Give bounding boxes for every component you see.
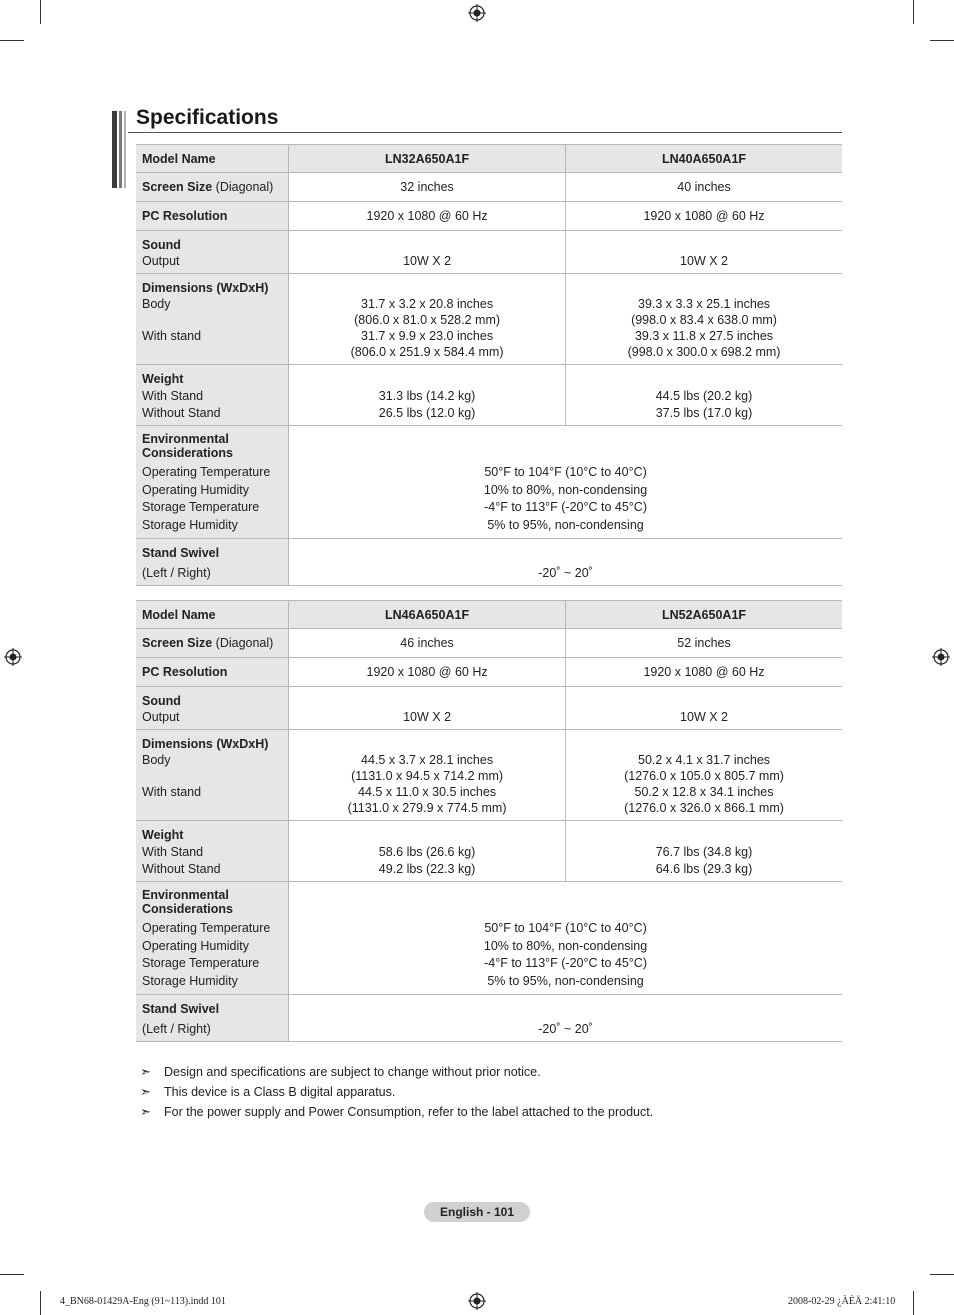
row-label: Screen Size (Diagonal) (136, 629, 289, 658)
table-row (136, 173, 842, 202)
table-row (136, 995, 842, 1042)
table-row (136, 231, 842, 274)
title-divider (128, 132, 842, 133)
table-row (136, 601, 842, 629)
value-cell: 50°F to 104°F (10°C to 40°C) 10% to 80%, non-condensing -4°F to 113°F (-20°C to 45°C) 5% to 95%, non-condensing (289, 882, 842, 995)
arrow-bullet-icon: ➣ (140, 1084, 151, 1099)
value-cell: 31.7 x 3.2 x 20.8 inches (806.0 x 81.0 x 528.2 mm) 31.7 x 9.9 x 23.0 inches (806.0 x 251.9 x 584.4 mm) (289, 274, 566, 365)
spec-table-2 (136, 600, 842, 1042)
row-label: Environmental Considerations Operating Temperature Operating Humidity Storage Temperature Storage Humidity (136, 426, 289, 539)
row-label: Sound Output (136, 231, 289, 274)
value-cell: 10W X 2 (289, 231, 566, 274)
row-label: Dimensions (WxDxH) Body With stand (136, 730, 289, 821)
registration-mark-icon (4, 648, 22, 666)
arrow-bullet-icon: ➣ (140, 1064, 151, 1079)
table-row (136, 821, 842, 882)
model-name-cell: LN40A650A1F (566, 145, 842, 173)
table-row (136, 365, 842, 426)
row-label: Screen Size (Diagonal) (136, 173, 289, 202)
table-row (136, 730, 842, 821)
crop-mark (930, 1274, 954, 1275)
value-cell: 40 inches (566, 173, 842, 202)
row-label: Weight With Stand Without Stand (136, 365, 289, 426)
registration-mark-icon (932, 648, 950, 666)
footer-file-info: 4_BN68-01429A-Eng (91~113).indd 101 (60, 1296, 226, 1307)
row-label: PC Resolution (136, 658, 289, 687)
value-cell: 1920 x 1080 @ 60 Hz (289, 202, 566, 231)
row-label: Weight With Stand Without Stand (136, 821, 289, 882)
row-label: Model Name (136, 601, 289, 629)
list-item (140, 1062, 653, 1082)
crop-mark (0, 1274, 24, 1275)
note-text: For the power supply and Power Consumption, refer to the label attached to the product. (164, 1105, 654, 1119)
value-cell: 50°F to 104°F (10°C to 40°C) 10% to 80%, non-condensing -4°F to 113°F (-20°C to 45°C) 5% to 95%, non-condensing (289, 426, 842, 539)
row-label: Environmental Considerations Operating Temperature Operating Humidity Storage Temperature Storage Humidity (136, 882, 289, 995)
value-cell: -20˚ ~ 20˚ (289, 539, 842, 586)
table-row (136, 145, 842, 173)
value-cell: 46 inches (289, 629, 566, 658)
value-cell: -20˚ ~ 20˚ (289, 995, 842, 1042)
crop-mark (913, 1291, 914, 1315)
crop-mark (913, 0, 914, 24)
value-cell: 1920 x 1080 @ 60 Hz (566, 202, 842, 231)
row-label: Sound Output (136, 687, 289, 730)
registration-mark-icon (468, 1292, 486, 1310)
row-label: Model Name (136, 145, 289, 173)
notes-list (140, 1062, 653, 1122)
list-item (140, 1102, 653, 1122)
footer-timestamp: 2008-02-29 ¿ÀÈÄ 2:41:10 (788, 1296, 896, 1307)
note-text: This device is a Class B digital apparatus. (164, 1085, 396, 1099)
model-name-cell: LN46A650A1F (289, 601, 566, 629)
note-text: Design and specifications are subject to change without prior notice. (164, 1065, 541, 1079)
crop-mark (0, 40, 24, 41)
table-row (136, 426, 842, 539)
table-row (136, 539, 842, 586)
table-row (136, 274, 842, 365)
row-label: Stand Swivel (Left / Right) (136, 539, 289, 586)
value-cell: 50.2 x 4.1 x 31.7 inches (1276.0 x 105.0 x 805.7 mm) 50.2 x 12.8 x 34.1 inches (1276.0 x 326.0 x 866.1 mm) (566, 730, 842, 821)
value-cell: 44.5 x 3.7 x 28.1 inches (1131.0 x 94.5 x 714.2 mm) 44.5 x 11.0 x 30.5 inches (1131.0 x 279.9 x 774.5 mm) (289, 730, 566, 821)
row-label: Dimensions (WxDxH) Body With stand (136, 274, 289, 365)
value-cell: 10W X 2 (566, 231, 842, 274)
list-item (140, 1082, 653, 1102)
value-cell: 44.5 lbs (20.2 kg) 37.5 lbs (17.0 kg) (566, 365, 842, 426)
crop-mark (40, 1291, 41, 1315)
value-cell: 1920 x 1080 @ 60 Hz (289, 658, 566, 687)
value-cell: 39.3 x 3.3 x 25.1 inches (998.0 x 83.4 x 638.0 mm) 39.3 x 11.8 x 27.5 inches (998.0 x 300.0 x 698.2 mm) (566, 274, 842, 365)
arrow-bullet-icon: ➣ (140, 1104, 151, 1119)
model-name-cell: LN52A650A1F (566, 601, 842, 629)
page-number-badge: English - 101 (424, 1202, 530, 1222)
row-label: PC Resolution (136, 202, 289, 231)
spec-table-1 (136, 144, 842, 586)
row-label: Stand Swivel (Left / Right) (136, 995, 289, 1042)
value-cell: 31.3 lbs (14.2 kg) 26.5 lbs (12.0 kg) (289, 365, 566, 426)
crop-mark (930, 40, 954, 41)
value-cell: 76.7 lbs (34.8 kg) 64.6 lbs (29.3 kg) (566, 821, 842, 882)
value-cell: 1920 x 1080 @ 60 Hz (566, 658, 842, 687)
value-cell: 10W X 2 (289, 687, 566, 730)
table-row (136, 882, 842, 995)
model-name-cell: LN32A650A1F (289, 145, 566, 173)
value-cell: 58.6 lbs (26.6 kg) 49.2 lbs (22.3 kg) (289, 821, 566, 882)
crop-mark (40, 0, 41, 24)
registration-mark-icon (468, 4, 486, 22)
value-cell: 10W X 2 (566, 687, 842, 730)
table-row (136, 202, 842, 231)
table-row (136, 658, 842, 687)
table-row (136, 687, 842, 730)
table-row (136, 629, 842, 658)
page-title: Specifications (136, 106, 279, 129)
value-cell: 32 inches (289, 173, 566, 202)
value-cell: 52 inches (566, 629, 842, 658)
